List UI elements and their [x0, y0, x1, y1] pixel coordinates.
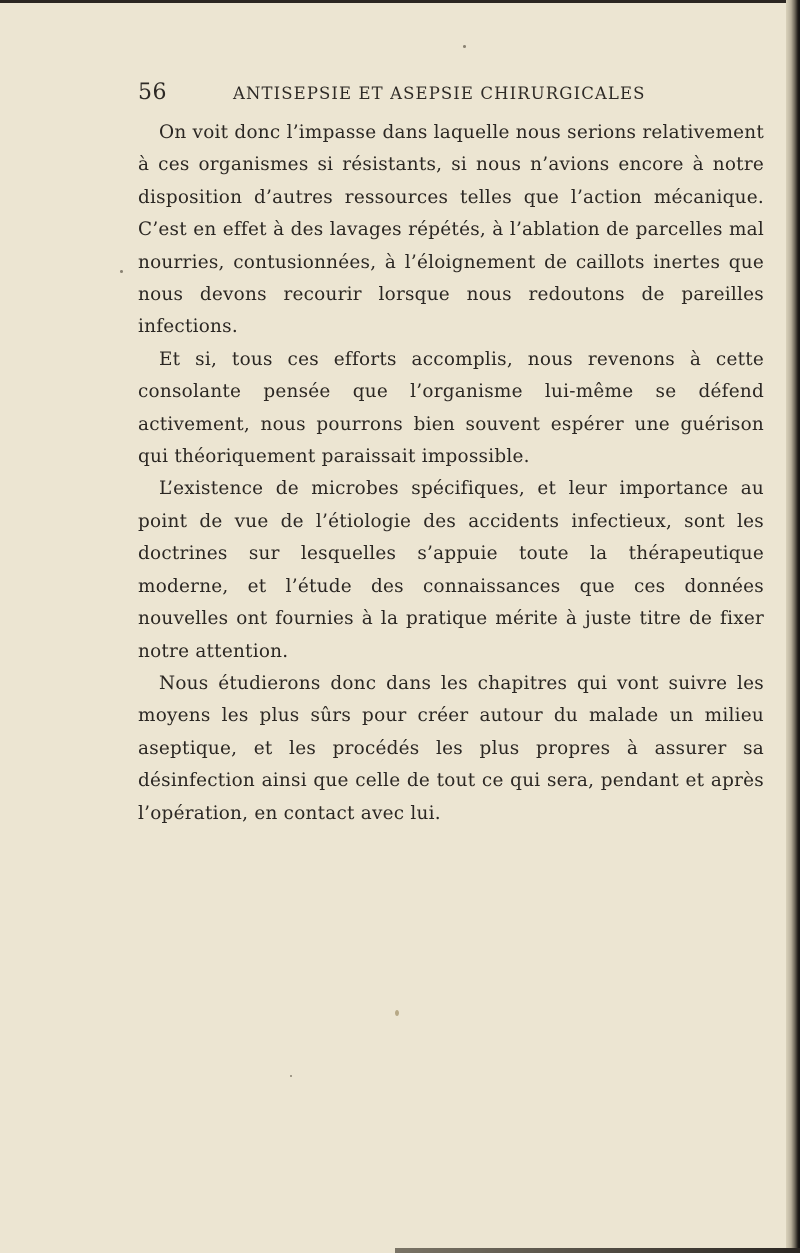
paper-speck [120, 270, 123, 273]
paragraph: On voit donc l’impasse dans laquelle nous serions relativement à ces organismes si résistants, si nous n’avions encore à notre disposition d’autres ressources telles que l’action mécanique. C’est en effet à des lavages répétés, à l’ablation de parcelles mal nourries, contusionnées, à l’éloignement de caillots inertes que nous devons recourir lorsque nous redoutons de pareilles infections. [138, 122, 764, 338]
body-text [138, 117, 764, 830]
paragraph: Nous étudierons donc dans les chapitres qui vont suivre les moyens les plus sûrs pour créer autour du malade un milieu aseptique, et les procédés les plus propres à assurer sa désinfection ainsi que celle de tout ce qui sera, pendant et après l’opération, en contact avec lui. [138, 672, 764, 824]
page-bottom-edge [395, 1248, 800, 1253]
paragraph: L’existence de microbes spécifiques, et leur importance au point de vue de l’étiologie des accidents infectieux, sont les doctrines sur lesquelles s’appuie toute la thérapeutique moderne, et l’étude des connaissances que ces données nouvelles ont fournies à la pratique mérite à juste titre de fixer notre attention. [138, 478, 764, 662]
paragraph: Et si, tous ces efforts accomplis, nous revenons à cette consolante pensée que l’organisme lui-même se défend activement, nous pourrons bien souvent espérer une guérison qui théoriquement paraissait impossible. [138, 348, 764, 468]
page-top-edge [0, 0, 800, 3]
paper-speck [290, 1075, 292, 1077]
paper-speck [463, 45, 466, 48]
running-head-title: ANTISEPSIE ET ASEPSIE CHIRURGICALES [233, 84, 646, 103]
page-binding-edge [786, 0, 800, 1253]
page-number: 56 [138, 80, 167, 105]
running-head [138, 80, 758, 110]
paper-speck [395, 1010, 399, 1016]
